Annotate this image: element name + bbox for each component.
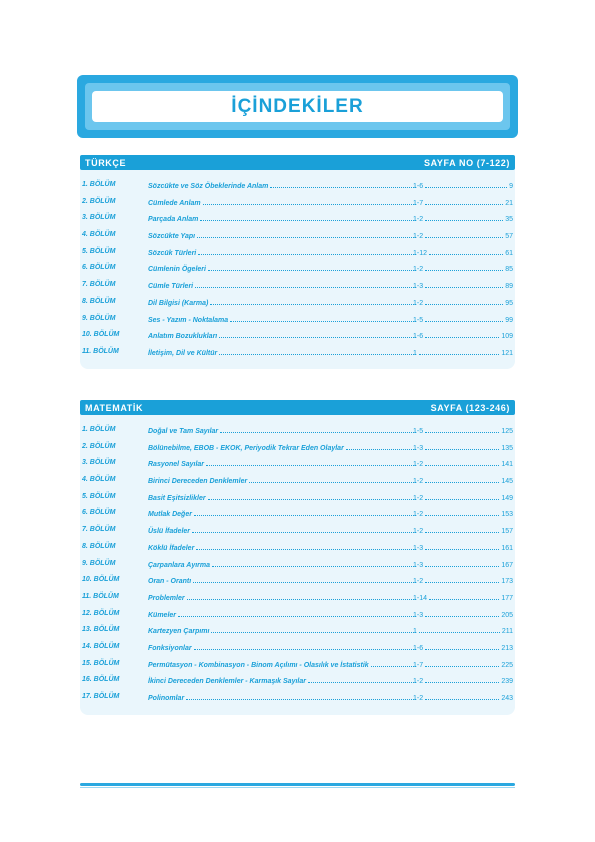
page-number: 153 <box>501 511 513 519</box>
section-turkce-header <box>80 155 515 170</box>
chapter-topic-name: Kümeler <box>148 611 177 619</box>
page-number: 161 <box>501 544 513 552</box>
chapter-topic <box>148 426 416 436</box>
chapter-topic-name: Cümle Türleri <box>148 283 194 291</box>
chapter-test-range <box>413 660 513 670</box>
chapter-topic-name: İkinci Dereceden Denklemler - Karmaşık Sayılar <box>148 678 306 686</box>
test-range: 1-3 <box>413 544 424 552</box>
dot-leader <box>208 264 416 271</box>
dot-leader <box>178 610 416 617</box>
dot-leader <box>425 693 499 700</box>
chapter-test-range <box>413 426 513 436</box>
chapter-number: 11. BÖLÜM <box>82 592 119 600</box>
chapter-topic-name: Parçada Anlam <box>148 216 199 224</box>
page-number: 243 <box>501 695 513 702</box>
dot-leader <box>212 560 416 567</box>
chapter-test-range <box>413 443 513 453</box>
chapter-number: 5. BÖLÜM <box>82 492 116 500</box>
chapter-test-range <box>413 315 513 325</box>
toc-row <box>80 506 515 523</box>
chapter-test-range <box>413 331 513 341</box>
dot-leader <box>196 543 416 550</box>
dot-leader <box>220 426 416 433</box>
page-number: 95 <box>505 299 513 307</box>
page-number: 167 <box>501 561 513 569</box>
chapter-topic <box>148 231 416 241</box>
dot-leader <box>425 315 503 322</box>
chapter-test-range <box>413 198 513 208</box>
chapter-test-range <box>413 593 513 603</box>
chapter-test-range <box>413 231 513 241</box>
page-number: 9 <box>509 183 513 190</box>
chapter-test-range <box>413 264 513 274</box>
dot-leader <box>249 476 416 483</box>
dot-leader <box>219 348 416 355</box>
dot-leader <box>230 315 416 322</box>
page-number: 85 <box>505 266 513 274</box>
chapter-number: 3. BÖLÜM <box>82 214 116 222</box>
test-range: 1-2 <box>413 233 424 241</box>
toc-row <box>80 673 515 690</box>
dot-leader <box>194 643 416 650</box>
chapter-topic-name: Permütasyon - Kombinasyon - Binom Açılımı - Olasılık ve İstatistik <box>148 661 369 669</box>
chapter-topic <box>148 315 416 325</box>
test-range: 1-6 <box>413 333 424 341</box>
test-range: 1-6 <box>413 644 424 652</box>
test-range: 1-7 <box>413 661 424 669</box>
chapter-topic-name: Köklü İfadeler <box>148 544 195 552</box>
chapter-topic <box>148 459 416 469</box>
chapter-topic <box>148 493 416 503</box>
dot-leader <box>200 214 416 221</box>
dot-leader <box>425 476 499 483</box>
chapter-topic <box>148 693 416 703</box>
page-number: 57 <box>505 233 513 241</box>
chapter-number: 10. BÖLÜM <box>82 576 120 584</box>
dot-leader <box>425 676 499 683</box>
chapter-topic-name: Basit Eşitsizlikler <box>148 494 206 502</box>
test-range: 1-6 <box>413 183 424 190</box>
dot-leader <box>210 298 416 305</box>
page-number: 177 <box>501 594 513 602</box>
dot-leader <box>425 560 499 567</box>
chapter-topic <box>148 560 416 570</box>
chapter-topic <box>148 298 416 308</box>
test-range: 1-2 <box>413 478 424 486</box>
dot-leader <box>346 443 416 450</box>
chapter-topic <box>148 593 416 603</box>
chapter-number: 10. BÖLÜM <box>82 331 120 339</box>
chapter-number: 17. BÖLÜM <box>82 693 120 700</box>
chapter-topic <box>148 476 416 486</box>
chapter-topic <box>148 443 416 453</box>
chapter-topic-name: Problemler <box>148 594 185 602</box>
dot-leader <box>425 331 499 338</box>
page-number: 225 <box>501 661 513 669</box>
dot-leader <box>429 248 503 255</box>
page-number: 141 <box>501 461 513 469</box>
chapter-topic-name: Mutlak Değer <box>148 511 192 519</box>
chapter-number: 12. BÖLÜM <box>82 609 120 617</box>
toc-row <box>80 473 515 490</box>
footer-divider-thin <box>80 787 515 788</box>
page-title: İÇİNDEKİLER <box>231 95 364 117</box>
dot-leader <box>425 660 499 667</box>
dot-leader <box>425 443 499 450</box>
toc-row <box>80 640 515 657</box>
toc-row <box>80 440 515 457</box>
chapter-topic-name: Rasyonel Sayılar <box>148 461 205 469</box>
chapter-test-range <box>413 298 513 308</box>
test-range: 1-2 <box>413 216 424 224</box>
chapter-number: 7. BÖLÜM <box>82 281 116 289</box>
test-range: 1-2 <box>413 511 424 519</box>
toc-row <box>80 623 515 640</box>
chapter-topic-name: Cümlenin Ögeleri <box>148 266 206 274</box>
chapter-test-range <box>413 348 513 358</box>
toc-row <box>80 523 515 540</box>
chapter-test-range <box>413 214 513 224</box>
page-number: 121 <box>501 349 513 357</box>
toc-row <box>80 245 515 262</box>
chapter-test-range <box>413 509 513 519</box>
chapter-test-range <box>413 526 513 536</box>
toc-row <box>80 540 515 557</box>
chapter-number: 7. BÖLÜM <box>82 526 116 534</box>
section-turkce-page-range: SAYFA NO (7-122) <box>424 157 510 168</box>
chapter-number: 9. BÖLÜM <box>82 559 116 567</box>
chapter-test-range <box>413 610 513 620</box>
chapter-topic <box>148 281 416 291</box>
chapter-number: 14. BÖLÜM <box>82 642 120 650</box>
dot-leader <box>371 660 416 667</box>
chapter-topic-name: Bölünebilme, EBOB - EKOK, Periyodik Tekrar Eden Olaylar <box>148 444 344 452</box>
page-number: 89 <box>505 283 513 291</box>
toc-row <box>80 178 515 195</box>
section-matematik-page-range: SAYFA (123-246) <box>430 402 510 413</box>
test-range: 1 <box>413 628 417 636</box>
chapter-topic-name: Fonksiyonlar <box>148 644 192 652</box>
dot-leader <box>219 331 416 338</box>
test-range: 1-3 <box>413 283 424 291</box>
dot-leader <box>425 281 503 288</box>
dot-leader <box>198 248 416 255</box>
toc-row <box>80 328 515 345</box>
chapter-topic <box>148 264 416 274</box>
dot-leader <box>425 298 503 305</box>
toc-row <box>80 557 515 574</box>
chapter-topic-name: İletişim, Dil ve Kültür <box>148 349 218 357</box>
chapter-test-range <box>413 476 513 486</box>
dot-leader <box>425 493 499 500</box>
chapter-topic <box>148 626 416 636</box>
chapter-topic-name: Polinomlar <box>148 695 185 702</box>
dot-leader <box>425 214 503 221</box>
toc-row <box>80 195 515 212</box>
page-number: 109 <box>501 333 513 341</box>
title-banner-inner <box>92 91 503 122</box>
chapter-number: 2. BÖLÜM <box>82 442 116 450</box>
chapter-number: 4. BÖLÜM <box>82 231 116 239</box>
chapter-topic <box>148 660 416 670</box>
test-range: 1-2 <box>413 461 424 469</box>
chapter-number: 2. BÖLÜM <box>82 197 116 205</box>
chapter-test-range <box>413 493 513 503</box>
toc-row <box>80 295 515 312</box>
footer-divider <box>80 783 515 786</box>
chapter-topic <box>148 526 416 536</box>
chapter-test-range <box>413 459 513 469</box>
test-range: 1-3 <box>413 561 424 569</box>
test-range: 1-3 <box>413 611 424 619</box>
dot-leader <box>206 459 416 466</box>
chapter-test-range <box>413 281 513 291</box>
toc-row <box>80 490 515 507</box>
chapter-topic-name: Sözcükte ve Söz Öbeklerinde Anlam <box>148 183 269 190</box>
dot-leader <box>425 198 503 205</box>
chapter-number: 1. BÖLÜM <box>82 426 116 433</box>
chapter-number: 1. BÖLÜM <box>82 181 116 188</box>
dot-leader <box>425 231 503 238</box>
dot-leader <box>203 198 416 205</box>
dot-leader <box>425 610 499 617</box>
dot-leader <box>425 643 499 650</box>
chapter-number: 6. BÖLÜM <box>82 264 116 272</box>
test-range: 1-2 <box>413 528 424 536</box>
toc-row <box>80 607 515 624</box>
dot-leader <box>270 181 416 188</box>
chapter-topic-name: Çarpanlara Ayırma <box>148 561 210 569</box>
toc-row <box>80 590 515 607</box>
dot-leader <box>194 509 416 516</box>
section-turkce-rows <box>80 178 515 362</box>
dot-leader <box>419 348 499 355</box>
test-range: 1 <box>413 349 417 357</box>
dot-leader <box>425 181 507 188</box>
test-range: 1-2 <box>413 299 424 307</box>
test-range: 1-7 <box>413 199 424 207</box>
chapter-number: 9. BÖLÜM <box>82 314 116 322</box>
page-number: 35 <box>505 216 513 224</box>
chapter-topic-name: Cümlede Anlam <box>148 199 201 207</box>
chapter-topic <box>148 331 416 341</box>
chapter-test-range <box>413 543 513 553</box>
toc-row <box>80 690 515 707</box>
chapter-topic <box>148 543 416 553</box>
dot-leader <box>425 509 499 516</box>
toc-row <box>80 456 515 473</box>
dot-leader <box>193 576 416 583</box>
test-range: 1-3 <box>413 444 424 452</box>
test-range: 1-2 <box>413 678 424 686</box>
chapter-topic-name: Doğal ve Tam Sayılar <box>148 428 219 435</box>
toc-row <box>80 261 515 278</box>
chapter-topic-name: Anlatım Bozuklukları <box>148 333 218 341</box>
chapter-test-range <box>413 560 513 570</box>
dot-leader <box>425 526 499 533</box>
page-number: 211 <box>501 628 513 636</box>
chapter-number: 8. BÖLÜM <box>82 297 116 305</box>
toc-row <box>80 657 515 674</box>
section-turkce <box>80 155 515 369</box>
chapter-number: 16. BÖLÜM <box>82 676 120 684</box>
chapter-topic-name: Ses - Yazım - Noktalama <box>148 316 229 324</box>
chapter-number: 4. BÖLÜM <box>82 476 116 484</box>
dot-leader <box>425 576 499 583</box>
chapter-test-range <box>413 626 513 636</box>
page-number: 145 <box>501 478 513 486</box>
page-number: 239 <box>501 678 513 686</box>
test-range: 1-2 <box>413 578 424 586</box>
test-range: 1-2 <box>413 266 424 274</box>
chapter-number: 8. BÖLÜM <box>82 542 116 550</box>
test-range: 1-2 <box>413 494 424 502</box>
page-number: 173 <box>501 578 513 586</box>
dot-leader <box>186 693 416 700</box>
test-range: 1-5 <box>413 428 424 435</box>
dot-leader <box>187 593 416 600</box>
chapter-topic <box>148 198 416 208</box>
chapter-number: 6. BÖLÜM <box>82 509 116 517</box>
toc-row <box>80 573 515 590</box>
section-matematik-header <box>80 400 515 415</box>
dot-leader <box>419 626 500 633</box>
dot-leader <box>425 459 499 466</box>
title-banner-frame <box>85 83 510 130</box>
section-matematik <box>80 400 515 715</box>
page-number: 205 <box>501 611 513 619</box>
toc-row <box>80 278 515 295</box>
page-number: 135 <box>501 444 513 452</box>
dot-leader <box>211 626 417 636</box>
toc-row <box>80 423 515 440</box>
dot-leader <box>195 281 416 288</box>
chapter-number: 15. BÖLÜM <box>82 659 120 667</box>
dot-leader <box>308 676 416 683</box>
chapter-topic <box>148 610 416 620</box>
toc-row <box>80 211 515 228</box>
chapter-number: 5. BÖLÜM <box>82 247 116 255</box>
page-number: 61 <box>505 249 513 257</box>
chapter-topic <box>148 248 416 258</box>
chapter-test-range <box>413 576 513 586</box>
test-range: 1-5 <box>413 316 424 324</box>
page-number: 149 <box>501 494 513 502</box>
toc-row <box>80 345 515 362</box>
chapter-topic-name: Üslü İfadeler <box>148 528 191 536</box>
chapter-topic-name: Sözcük Türleri <box>148 249 197 257</box>
page-number: 213 <box>501 644 513 652</box>
dot-leader <box>425 264 503 271</box>
chapter-test-range <box>413 693 513 703</box>
chapter-number: 13. BÖLÜM <box>82 626 120 634</box>
dot-leader <box>429 593 499 600</box>
chapter-topic <box>148 676 416 686</box>
test-range: 1-14 <box>413 594 428 602</box>
test-range: 1-2 <box>413 695 424 702</box>
chapter-topic-name: Sözcükte Yapı <box>148 233 196 241</box>
dot-leader <box>208 493 416 500</box>
section-matematik-title: MATEMATİK <box>85 402 144 413</box>
chapter-test-range <box>413 676 513 686</box>
chapter-number: 11. BÖLÜM <box>82 347 119 355</box>
chapter-topic <box>148 643 416 653</box>
test-range: 1-12 <box>413 249 428 257</box>
chapter-topic-name: Birinci Dereceden Denklemler <box>148 478 248 486</box>
chapter-number: 3. BÖLÜM <box>82 459 116 467</box>
chapter-topic <box>148 348 416 358</box>
toc-row <box>80 312 515 329</box>
dot-leader <box>197 231 416 238</box>
dot-leader <box>425 426 499 433</box>
chapter-topic-name: Oran - Orantı <box>148 578 192 586</box>
chapter-topic <box>148 214 416 224</box>
dot-leader <box>425 543 499 550</box>
chapter-topic <box>148 181 416 191</box>
page-number: 21 <box>505 199 513 207</box>
chapter-test-range <box>413 181 513 191</box>
chapter-test-range <box>413 248 513 258</box>
section-matematik-rows <box>80 423 515 707</box>
chapter-topic-name: Kartezyen Çarpımı <box>148 628 210 636</box>
chapter-test-range <box>413 643 513 653</box>
page-number: 125 <box>501 428 513 435</box>
title-banner <box>77 75 518 138</box>
dot-leader <box>192 526 416 533</box>
page-number: 99 <box>505 316 513 324</box>
page-number: 157 <box>501 528 513 536</box>
toc-row <box>80 228 515 245</box>
chapter-topic <box>148 509 416 519</box>
chapter-topic-name: Dil Bilgisi (Karma) <box>148 299 209 307</box>
chapter-topic <box>148 576 416 586</box>
section-turkce-title: TÜRKÇE <box>85 157 127 168</box>
